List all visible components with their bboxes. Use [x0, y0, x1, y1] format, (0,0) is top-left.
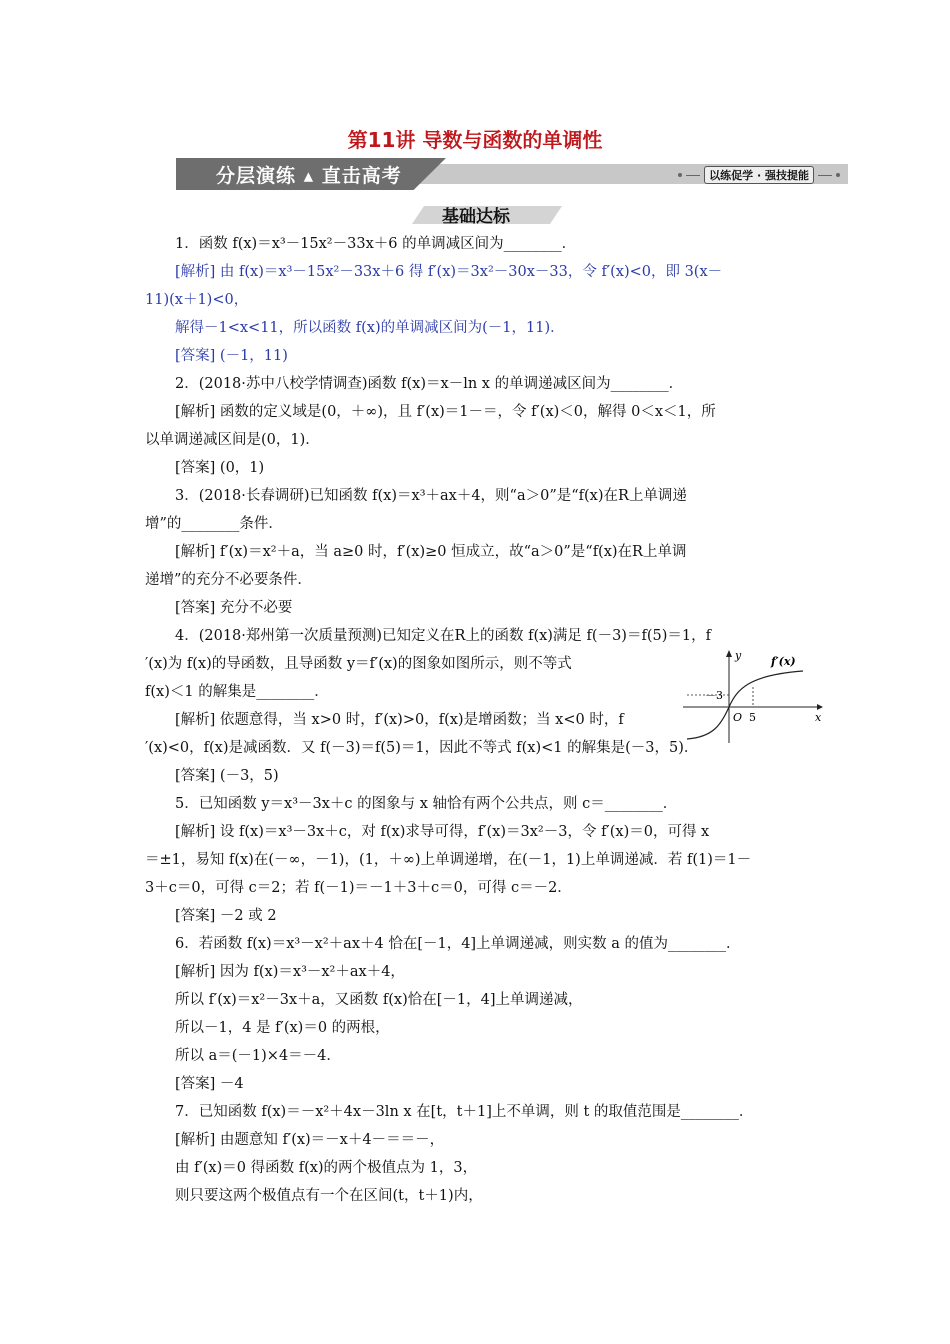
- page-title: 第11讲 导数与函数的单调性: [347, 128, 603, 152]
- banner-left-text: 分层演练 ▴ 直击高考: [216, 165, 402, 187]
- banner-right: [678, 166, 840, 184]
- dot-icon: [678, 173, 682, 177]
- solution-line: 所以 f′(x)＝x²－3x＋a，又函数 f(x)恰在[－1，4]上单调递减，: [175, 992, 583, 1008]
- solution-line: 由 f′(x)＝0 得函数 f(x)的两个极值点为 1，3，: [175, 1160, 478, 1176]
- question-line: 2．(2018·苏中八校学情调查)函数 f(x)＝x－ln x 的单调递减区间为________．: [175, 376, 684, 392]
- solution-line: 解得－1<x<11，所以函数 f(x)的单调减区间为(－1，11)．: [175, 320, 565, 336]
- divider: [686, 175, 700, 176]
- solution-line: [解析] 由题意知 f′(x)＝－x＋4－＝＝－，: [175, 1132, 445, 1148]
- y-axis-label: y: [735, 649, 742, 662]
- solution-line: [解析] 设 f(x)＝x³－3x＋c，对 f(x)求导可得，f′(x)＝3x²－3，令 f′(x)＝0，可得 x: [175, 824, 710, 840]
- curve-label: f′(x): [771, 655, 796, 668]
- tick-label-pos: 5: [749, 711, 756, 724]
- banner-right-text: 以练促学 · 强技提能: [704, 166, 814, 184]
- answer-line: [答案] (－1，11): [175, 348, 288, 364]
- dot-icon: [836, 173, 840, 177]
- derivative-graph: [683, 647, 823, 745]
- section-heading-text: 基础达标: [442, 207, 510, 227]
- question-line: 4．(2018·郑州第一次质量预测)已知定义在R上的函数 f(x)满足 f(－3)＝f(5)＝1，f: [175, 628, 711, 644]
- solution-line: 所以－1，4 是 f′(x)＝0 的两根，: [175, 1020, 390, 1036]
- solution-line: 递增”的充分不必要条件．: [145, 572, 312, 588]
- answer-line: [答案] －4: [175, 1076, 244, 1092]
- solution-line: [解析] 因为 f(x)＝x³－x²＋ax＋4，: [175, 964, 405, 980]
- question-line: 增”的________条件．: [145, 516, 283, 532]
- section-heading: [412, 202, 562, 227]
- question-line: ′(x)为 f(x)的导函数，且导函数 y＝f′(x)的图象如图所示，则不等式: [145, 656, 572, 672]
- y-axis-arrow-icon: [726, 650, 732, 657]
- solution-line: [解析] 由 f(x)＝x³－15x²－33x＋6 得 f′(x)＝3x²－30x－33，令 f′(x)<0，即 3(x－: [175, 264, 723, 280]
- tick-label-neg: －3: [705, 689, 723, 702]
- answer-line: [答案] (－3，5): [175, 768, 279, 784]
- solution-line: 则只要这两个极值点有一个在区间(t，t＋1)内，: [175, 1188, 483, 1204]
- solution-line: [解析] 函数的定义域是(0，＋∞)，且 f′(x)＝1－＝，令 f′(x)＜0，解得 0＜x＜1，所: [175, 404, 716, 420]
- solution-line: [解析] 依题意得，当 x>0 时，f′(x)>0，f(x)是增函数；当 x<0 时，f: [175, 712, 624, 728]
- origin-label: O: [733, 711, 743, 724]
- solution-line: ′(x)<0，f(x)是减函数．又 f(－3)＝f(5)＝1，因此不等式 f(x)<1 的解集是(－3，5)．: [145, 740, 699, 756]
- question-line: 6．若函数 f(x)＝x³－x²＋ax＋4 恰在[－1，4]上单调递减，则实数 a 的值为________．: [175, 936, 741, 952]
- solution-line: 所以 a＝(－1)×4＝－4．: [175, 1048, 341, 1064]
- answer-line: [答案] 充分不必要: [175, 600, 293, 616]
- solution-line: ＝±1，易知 f(x)在(－∞，－1)，(1，＋∞)上单调递增，在(－1，1)上单调递减．若 f(1)＝1－: [145, 852, 752, 868]
- solution-line: [解析] f′(x)＝x²＋a，当 a≥0 时，f′(x)≥0 恒成立，故“a＞0”是“f(x)在R上单调: [175, 544, 687, 560]
- question-line: 3．(2018·长春调研)已知函数 f(x)＝x³＋ax＋4，则“a＞0”是“f(x)在R上单调递: [175, 488, 687, 504]
- x-axis-arrow-icon: [817, 704, 823, 710]
- question-line: 7．已知函数 f(x)＝－x²＋4x－3ln x 在[t，t＋1]上不单调，则 t 的取值范围是________．: [175, 1104, 754, 1120]
- question-line: f(x)＜1 的解集是________．: [145, 684, 329, 700]
- answer-line: [答案] －2 或 2: [175, 908, 277, 924]
- derivative-curve: [687, 671, 803, 739]
- solution-line: 11)(x＋1)<0，: [145, 292, 249, 308]
- question-line: 5．已知函数 y＝x³－3x＋c 的图象与 x 轴恰有两个公共点，则 c＝________．: [175, 796, 678, 812]
- solution-line: 以单调递减区间是(0，1)．: [145, 432, 320, 448]
- question-line: 1．函数 f(x)＝x³－15x²－33x＋6 的单调减区间为________．: [175, 236, 577, 252]
- divider: [818, 175, 832, 176]
- section-banner: [176, 158, 848, 190]
- answer-line: [答案] (0，1): [175, 460, 265, 476]
- x-axis-label: x: [815, 711, 822, 724]
- solution-line: 3＋c＝0，可得 c＝2；若 f(－1)＝－1＋3＋c＝0，可得 c＝－2．: [145, 880, 572, 896]
